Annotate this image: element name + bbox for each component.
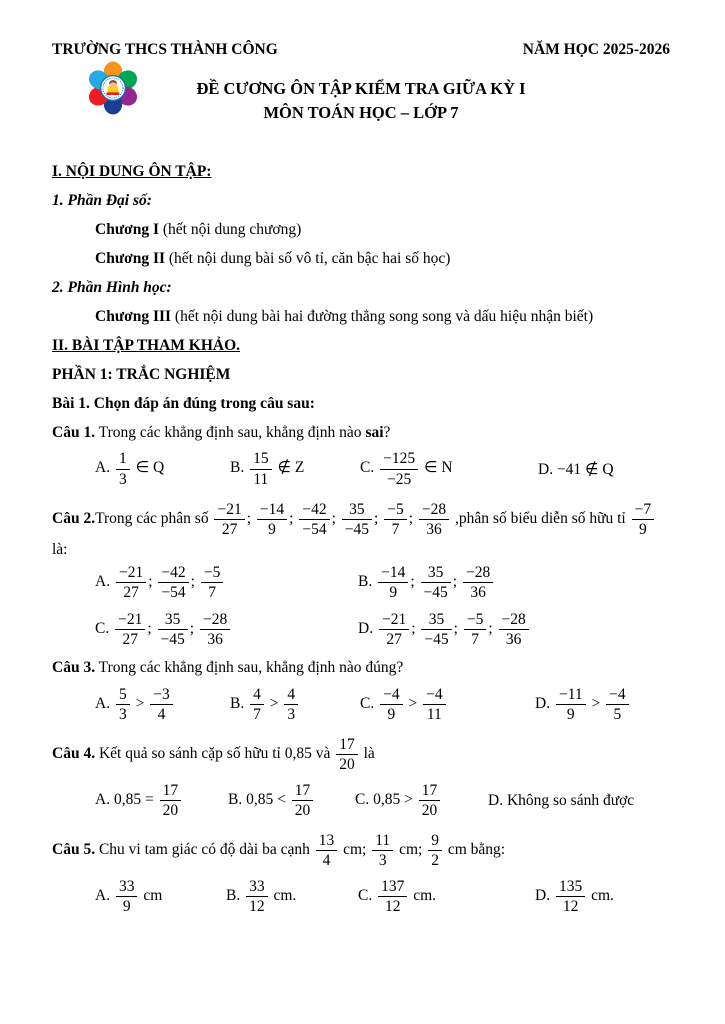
option-a: A. $\frac{-21}{27}$ ; $\frac{-42}{-54}$ ; $\frac{-5}{7}$ — [95, 563, 358, 602]
question-5-options — [52, 873, 670, 919]
fraction: $\frac{4}{7}$ — [250, 686, 264, 723]
fraction: $\frac{17}{20}$ — [336, 736, 358, 773]
document-subtitle: MÔN TOÁN HỌC – LỚP 7 — [263, 103, 459, 122]
fraction: $\frac{-28}{36}$ — [463, 564, 493, 601]
option-a: A. $\frac{1}{3}$ ∈ Q — [95, 450, 165, 488]
question-3-stem: Câu 3. Trong các khẳng định sau, khẳng định nào đúng? — [52, 659, 404, 677]
section-1-heading: I. NỘI DUNG ÔN TẬP: — [52, 163, 212, 180]
question-5-stem: Câu 5. Chu vi tam giác có độ dài ba cạnh $\frac{13}{4}$ cm; $\frac{11}{3}$ cm; $\frac{9}{2}$ cm bằng: — [52, 832, 506, 870]
fraction: $\frac{-11}{9}$ — [556, 686, 586, 723]
document-header — [52, 40, 670, 60]
option-d: D. $\frac{-11}{9}$ > $\frac{-4}{5}$ — [535, 685, 670, 724]
option-b: B. 0,85 < $\frac{17}{20}$ — [228, 781, 355, 820]
fraction: $\frac{17}{20}$ — [292, 782, 314, 819]
option-b: B. $\frac{15}{11}$ ∉ Z — [230, 450, 305, 488]
option-a: A. $\frac{33}{9}$ cm — [95, 877, 163, 915]
question-2-stem: Câu 2.Trong các phân số $\frac{-21}{27}$ ; $\frac{-14}{9}$ ; $\frac{-42}{-54}$ ; $\frac{35}{-45}$ ; $\frac{-5}{7}$ ; $\frac{-28}{36}$ ,phân số biểu diễn số hữu tỉ $\frac{-7}{9}$ là: — [52, 500, 670, 560]
fraction: $\frac{-7}{9}$ — [632, 501, 655, 538]
question-2-options — [52, 563, 670, 649]
fraction: $\frac{17}{20}$ — [419, 782, 441, 819]
option-a: A. 0,85 = $\frac{17}{20}$ — [95, 781, 228, 820]
question-3-options — [52, 681, 670, 727]
option-b: B. $\frac{-14}{9}$ ; $\frac{35}{-45}$ ; $\frac{-28}{36}$ — [358, 563, 670, 602]
fraction: $\frac{33}{9}$ — [116, 878, 138, 915]
fraction: $\frac{17}{20}$ — [160, 782, 182, 819]
option-d: D. Không so sánh được — [488, 791, 635, 809]
part-1-heading: PHẦN 1: TRẮC NGHIỆM — [52, 366, 231, 383]
fraction: $\frac{33}{12}$ — [246, 878, 268, 915]
question-1-options — [52, 446, 670, 492]
option-d: D. $\frac{-21}{27}$ ; $\frac{35}{-45}$ ; $\frac{-5}{7}$ ; $\frac{-28}{36}$ — [358, 610, 670, 649]
fraction: $\frac{-5}{7}$ — [384, 501, 407, 538]
school-logo — [86, 60, 140, 116]
fraction: $\frac{-4}{5}$ — [606, 686, 629, 723]
fraction: $\frac{13}{4}$ — [316, 832, 338, 869]
option-b: B. $\frac{4}{7}$ > $\frac{4}{3}$ — [230, 685, 360, 724]
fraction: $\frac{-5}{7}$ — [201, 564, 224, 601]
question-1-stem: Câu 1. Trong các khẳng định sau, khẳng định nào sai? — [52, 424, 391, 441]
chapter-1-line: Chương I (hết nội dung chương) — [95, 221, 302, 238]
school-year: NĂM HỌC 2025-2026 — [522, 41, 670, 58]
option-d: D. $\frac{135}{12}$ cm. — [535, 877, 614, 915]
fraction: $\frac{35}{-45}$ — [421, 611, 451, 648]
geometry-heading: 2. Phần Hình học: — [52, 279, 172, 296]
option-c: C. $\frac{-4}{9}$ > $\frac{-4}{11}$ — [360, 685, 535, 724]
option-d: D. −41 ∉ Q — [538, 460, 614, 478]
fraction: $\frac{5}{3}$ — [116, 686, 130, 723]
question-4-options — [52, 777, 670, 823]
fraction: $\frac{-21}{27}$ — [214, 501, 244, 538]
document-title: ĐỀ CƯƠNG ÔN TẬP KIỂM TRA GIỮA KỲ I — [196, 79, 526, 98]
school-name: TRƯỜNG THCS THÀNH CÔNG — [52, 41, 278, 58]
fraction: $\frac{1}{3}$ — [116, 450, 130, 487]
chapter-2-line: Chương II (hết nội dung bài số vô tỉ, căn bậc hai số học) — [95, 250, 451, 267]
bai-1-heading: Bài 1. Chọn đáp án đúng trong câu sau: — [52, 395, 315, 412]
fraction: $\frac{-3}{4}$ — [150, 686, 173, 723]
fraction: $\frac{11}{3}$ — [372, 832, 393, 869]
fraction: $\frac{135}{12}$ — [556, 878, 585, 915]
algebra-heading: 1. Phần Đại số: — [52, 192, 152, 209]
option-c: C. $\frac{-125}{-25}$ ∈ N — [360, 450, 453, 488]
fraction: $\frac{-14}{9}$ — [257, 501, 287, 538]
chapter-3-line: Chương III (hết nội dung bài hai đường thẳng song song và dấu hiệu nhận biết) — [95, 308, 594, 325]
question-4-stem: Câu 4. Kết quả so sánh cặp số hữu tỉ 0,85 và $\frac{17}{20}$ là — [52, 736, 375, 774]
fraction: $\frac{35}{-45}$ — [421, 564, 451, 601]
option-b: B. $\frac{33}{12}$ cm. — [226, 877, 297, 915]
school-flower-logo-icon — [86, 60, 140, 116]
section-2-heading: II. BÀI TẬP THAM KHẢO. — [52, 337, 241, 354]
option-a: A. $\frac{5}{3}$ > $\frac{-3}{4}$ — [95, 685, 230, 724]
fraction: $\frac{-14}{9}$ — [378, 564, 408, 601]
fraction: $\frac{15}{11}$ — [250, 450, 272, 487]
fraction: $\frac{-21}{27}$ — [116, 564, 146, 601]
fraction: $\frac{-28}{36}$ — [419, 501, 449, 538]
fraction: $\frac{-28}{36}$ — [499, 611, 529, 648]
option-c: C. 0,85 > $\frac{17}{20}$ — [355, 781, 488, 820]
fraction: $\frac{9}{2}$ — [428, 832, 442, 869]
fraction: $\frac{4}{3}$ — [284, 686, 298, 723]
fraction: $\frac{-28}{36}$ — [200, 611, 230, 648]
fraction: $\frac{-21}{27}$ — [115, 611, 145, 648]
fraction: $\frac{-21}{27}$ — [379, 611, 409, 648]
option-c: C. $\frac{-21}{27}$ ; $\frac{35}{-45}$ ; $\frac{-28}{36}$ — [95, 610, 358, 649]
fraction: $\frac{137}{12}$ — [378, 878, 407, 915]
document-title-block — [52, 77, 670, 125]
fraction: $\frac{-125}{-25}$ — [380, 450, 418, 487]
fraction: $\frac{35}{-45}$ — [342, 501, 372, 538]
fraction: $\frac{-42}{-54}$ — [299, 501, 329, 538]
fraction: $\frac{-4}{9}$ — [380, 686, 403, 723]
fraction: $\frac{-42}{-54}$ — [158, 564, 188, 601]
fraction: $\frac{-4}{11}$ — [423, 686, 446, 723]
option-c: C. $\frac{137}{12}$ cm. — [358, 877, 437, 915]
fraction: $\frac{-5}{7}$ — [464, 611, 487, 648]
fraction: $\frac{35}{-45}$ — [158, 611, 188, 648]
